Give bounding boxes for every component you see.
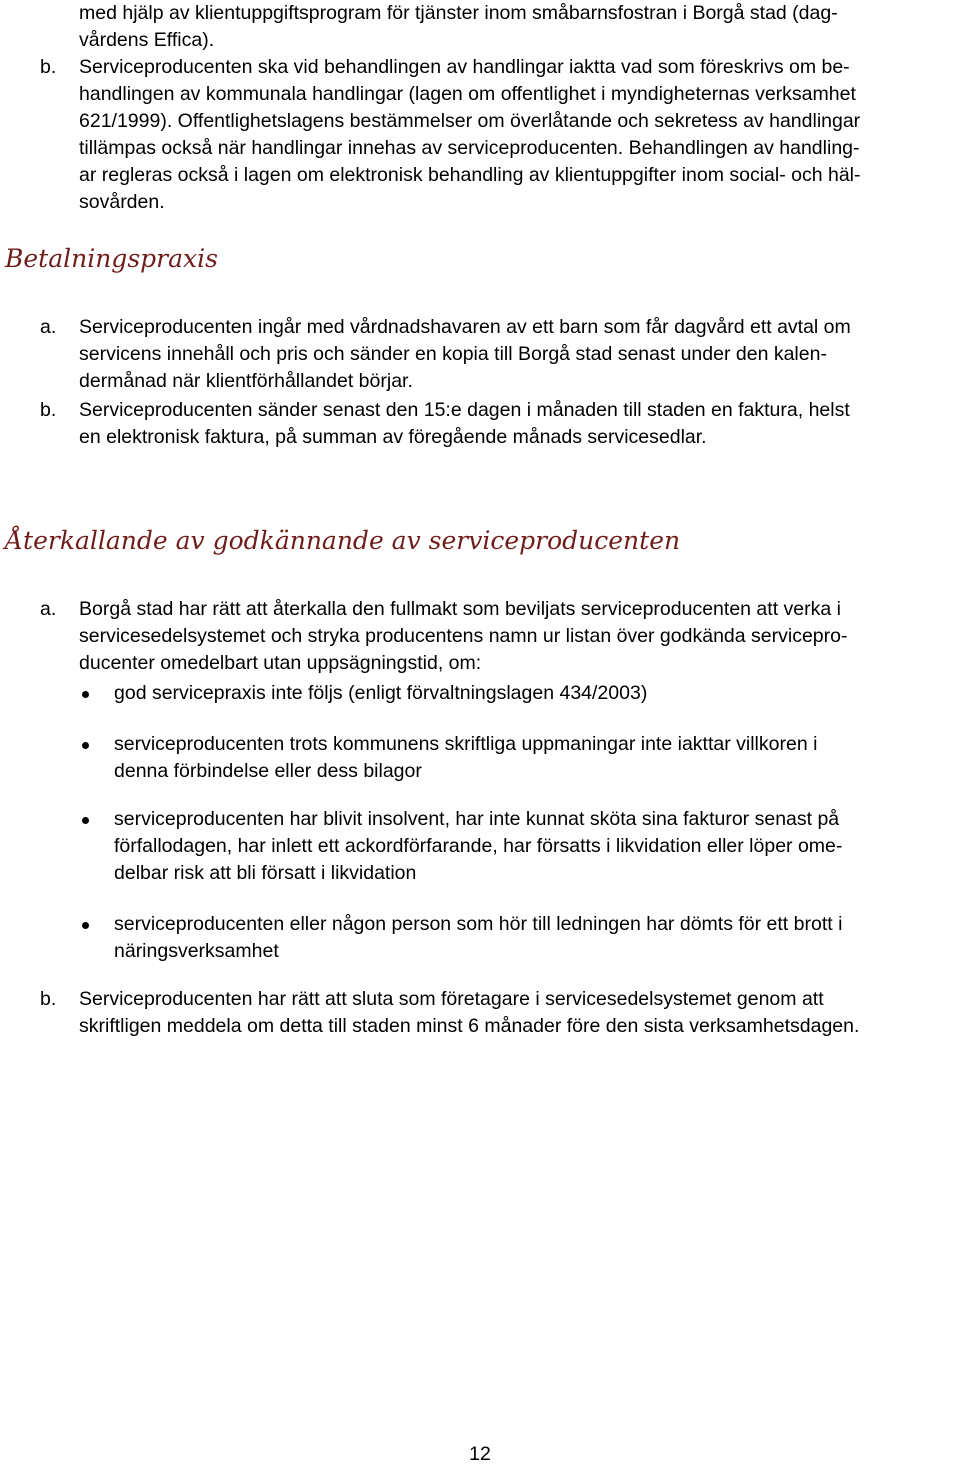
bullet-icon <box>82 817 89 824</box>
text-line: denna förbindelse eller dess bilagor <box>114 760 422 782</box>
text-line: med hjälp av klientuppgiftsprogram för tjänster inom småbarnsfostran i Borgå stad (dag- <box>79 2 838 24</box>
text-line: en elektronisk faktura, på summan av föregående månads servicesedlar. <box>79 426 707 448</box>
bullet-text <box>114 911 842 965</box>
list-marker: b. <box>40 56 57 78</box>
text-line: tillämpas också när handlingar innehas av serviceproducenten. Behandlingen av handling- <box>79 137 860 159</box>
text-line: ducenter omedelbart utan uppsägningstid, om: <box>79 652 482 674</box>
list-marker: a. <box>40 598 57 620</box>
bullet-text <box>114 731 817 785</box>
text-line: handlingen av kommunala handlingar (lagen om offentlighet i myndigheternas verksamhet <box>79 83 856 105</box>
section-heading-payment: Betalningspraxis <box>5 244 218 273</box>
bullet-icon <box>82 691 89 698</box>
page-number: 12 <box>469 1443 491 1465</box>
text-line: serviceproducenten eller någon person som hör till ledningen har dömts för ett brott i <box>114 913 843 935</box>
text-line: näringsverksamhet <box>114 940 279 962</box>
text-line: förfallodagen, har inlett ett ackordförfarande, har försatts i likvidation eller löper ome- <box>114 835 843 857</box>
list-marker: a. <box>40 316 57 338</box>
text-line: 621/1999). Offentlighetslagens bestämmelser om överlåtande och sekretess av handlingar <box>79 110 861 132</box>
text-line: servicens innehåll och pris och sänder en kopia till Borgå stad senast under den kalen- <box>79 343 827 365</box>
text-line: ar regleras också i lagen om elektronisk behandling av klientuppgifter inom social- och häl- <box>79 164 861 186</box>
bullet-text <box>114 806 842 887</box>
text-line: dermånad när klientförhållandet börjar. <box>79 370 413 392</box>
text-line: Serviceproducenten sänder senast den 15:e dagen i månaden till staden en faktura, helst <box>79 399 850 421</box>
text-line: servicesedelsystemet och stryka producentens namn ur listan över godkända servicepro- <box>79 625 848 647</box>
section-heading-revocation: Återkallande av godkännande av serviceproducenten <box>5 526 681 555</box>
list-item-text <box>79 54 861 216</box>
text-line: serviceproducenten trots kommunens skriftliga uppmaningar inte iakttar villkoren i <box>114 733 818 755</box>
text-line: Serviceproducenten ska vid behandlingen av handlingar iaktta vad som föreskrivs om be- <box>79 56 850 78</box>
text-line: Serviceproducenten ingår med vårdnadshavaren av ett barn som får dagvård ett avtal om <box>79 316 851 338</box>
text-line: Borgå stad har rätt att återkalla den fullmakt som beviljats serviceproducenten att verka i <box>79 598 841 620</box>
list-marker: b. <box>40 988 57 1010</box>
list-item-text <box>79 986 859 1040</box>
bullet-icon <box>82 922 89 929</box>
text-line: god servicepraxis inte följs (enligt förvaltningslagen 434/2003) <box>114 682 648 704</box>
list-marker: b. <box>40 399 57 421</box>
list-item-text <box>79 397 850 451</box>
text-line: skriftligen meddela om detta till staden minst 6 månader före den sista verksamhetsdagen. <box>79 1015 860 1037</box>
text-line: vårdens Effica). <box>79 29 215 51</box>
bullet-text <box>114 680 647 707</box>
continuation-paragraph <box>79 0 838 54</box>
text-line: Serviceproducenten har rätt att sluta som företagare i servicesedelsystemet genom att <box>79 988 824 1010</box>
text-line: serviceproducenten har blivit insolvent, har inte kunnat sköta sina fakturor senast på <box>114 808 840 830</box>
list-item-text <box>79 596 847 677</box>
list-item-text <box>79 314 851 395</box>
text-line: sovården. <box>79 191 165 213</box>
text-line: delbar risk att bli försatt i likvidation <box>114 862 417 884</box>
bullet-icon <box>82 742 89 749</box>
